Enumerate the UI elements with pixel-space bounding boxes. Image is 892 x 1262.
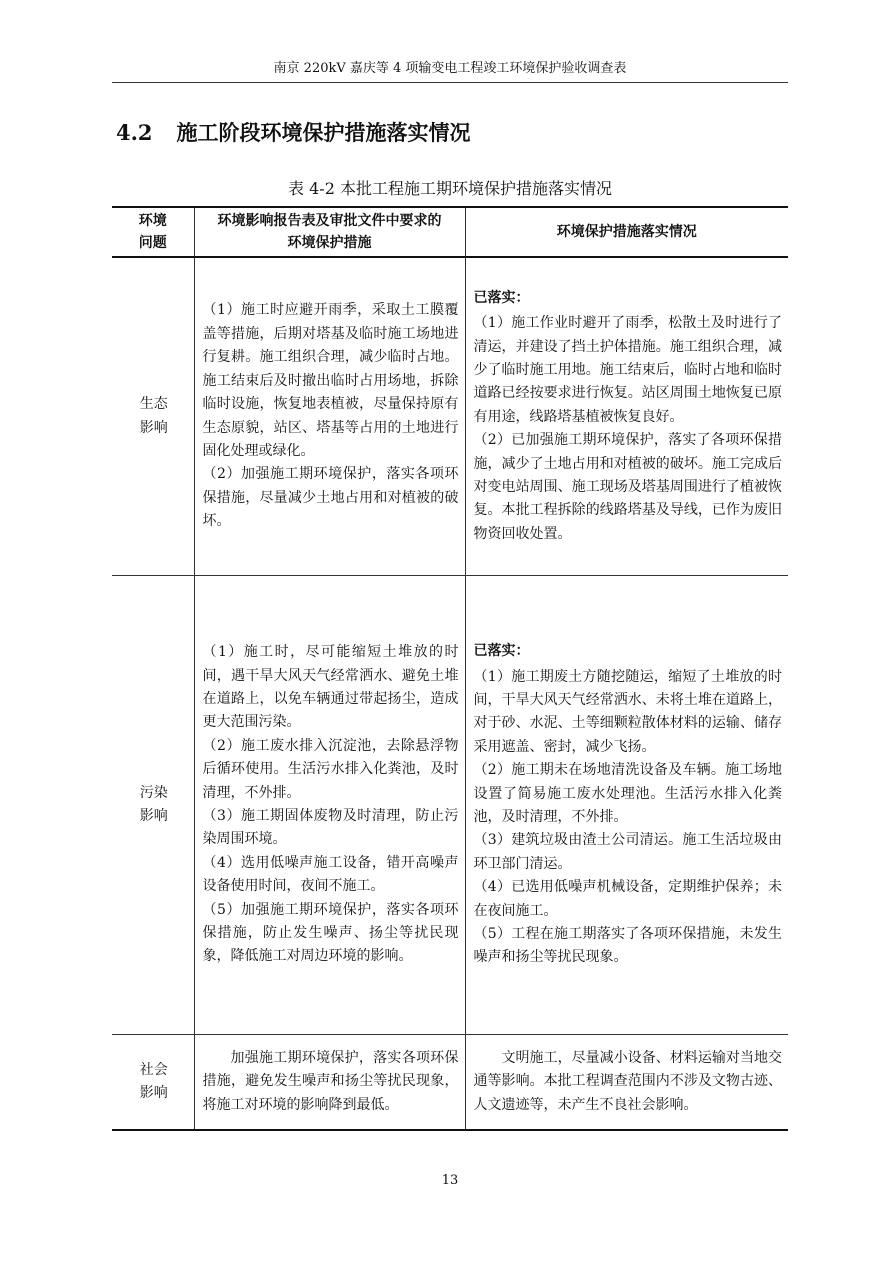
implementation-cell [465, 1035, 788, 1131]
requirement-item: （4）选用低噪声施工设备，错开高噪声设备使用时间，夜间不施工。 [202, 854, 459, 895]
category-line2: 影响 [139, 419, 168, 436]
table-caption: 表 4-2 本批工程施工期环境保护措施落实情况 [288, 179, 612, 198]
header-rule [112, 82, 788, 83]
implementation-item: （1）施工期废土方随挖随运，缩短了土堆放的时间，干旱大风天气经常洒水、未将土堆在道路上，对于砂、水泥、土等细颗粒散体材料的运输、储存采用遮盖、密封，减少飞扬。 [473, 668, 782, 755]
category-line1: 生态 [139, 396, 168, 413]
requirement-item: （2）施工废水排入沉淀池，去除悬浮物后循环使用。生活污水排入化粪池，及时清理，不外排。 [202, 737, 459, 801]
section-heading [116, 118, 471, 148]
implementation-cell [465, 257, 788, 576]
requirement-item: （1）施工时，尽可能缩短土堆放的时间，遇干旱大风天气经常洒水、避免土堆在道路上，以免车辆通过带起扬尘，造成更大范围污染。 [202, 644, 459, 731]
section-title: 施工阶段环境保护措施落实情况 [176, 120, 471, 145]
header-required-measures [194, 207, 465, 257]
page-header: 南京 220kV 嘉庆等 4 项输变电工程竣工环境保护验收调查表 [273, 61, 627, 76]
requirements-cell [194, 1035, 465, 1131]
header-implementation: 环境保护措施落实情况 [465, 207, 788, 257]
header-col1-line1: 环境 [138, 213, 167, 229]
category-line2: 影响 [139, 1085, 168, 1101]
header-environment-issue [112, 207, 194, 257]
header-col2-line2: 环境保护措施 [287, 235, 372, 251]
category-cell [112, 1035, 194, 1131]
table-row-social [112, 1035, 788, 1131]
requirement-item: （5）加强施工期环境保护，落实各项环保措施，防止发生噪声、扬尘等扰民现象，降低施工对周边环境的影响。 [202, 901, 459, 965]
implementation-item: （3）建筑垃圾由渣土公司清运。施工生活垃圾由环卫部门清运。 [473, 832, 782, 872]
implementation-item: 文明施工，尽量减小设备、材料运输对当地交通等影响。本批工程调查范围内不涉及文物古迹、人文遗迹等，未产生不良社会影响。 [473, 1049, 782, 1113]
implementation-item: （5）工程在施工期落实了各项环保措施，未发生噪声和扬尘等扰民现象。 [473, 926, 782, 966]
section-number: 4.2 [116, 120, 153, 145]
header-col2-line1: 环境影响报告表及审批文件中要求的 [217, 213, 442, 229]
table-header-row [112, 207, 788, 257]
table-row-pollution [112, 576, 788, 1035]
requirement-item: （3）施工期固体废物及时清理，防止污染周围环境。 [202, 808, 459, 848]
status-label: 已落实： [473, 643, 530, 660]
table-header [112, 207, 788, 257]
requirement-item: （2）加强施工期环境保护，落实各项环保措施，尽量减少土地占用和对植被的破坏。 [202, 466, 459, 530]
status-label: 已落实： [473, 289, 530, 306]
implementation-item: （2）已加强施工期环境保护，落实了各项环保措施，减少了土地占用和对植被的破坏。施工完成后对变电站周围、施工现场及塔基周围进行了植被恢复。本批工程拆除的线路塔基及导线，已作为废旧物资回收处置。 [473, 432, 782, 542]
requirements-cell [194, 257, 465, 576]
category-cell [112, 257, 194, 576]
header-col1-line2: 问题 [138, 235, 167, 251]
requirements-cell [194, 576, 465, 1035]
requirement-item: 加强施工期环境保护，落实各项环保措施，避免发生噪声和扬尘等扰民现象，将施工对环境的影响降到最低。 [202, 1049, 459, 1113]
implementation-item: （2）施工期未在场地清洗设备及车辆。施工场地设置了简易施工废水处理池。生活污水排入化粪池，及时清理，不外排。 [473, 762, 782, 825]
page-number: 13 [441, 1173, 459, 1188]
table-row-ecological [112, 257, 788, 576]
measures-table [112, 206, 788, 1131]
requirement-item: （1）施工时应避开雨季，采取土工膜覆盖等措施，后期对塔基及临时施工场地进行复耕。施工组织合理，减少临时占地。施工结束后及时撤出临时占用场地，拆除临时设施，恢复地表植被，尽量保持原有生态原貌，站区、塔基等占用的土地进行固化处理或绿化。 [202, 302, 459, 459]
implementation-cell [465, 576, 788, 1035]
category-line2: 影响 [139, 808, 168, 824]
implementation-item: （4）已选用低噪声机械设备，定期维护保养；未在夜间施工。 [473, 879, 782, 919]
category-line1: 污染 [139, 784, 168, 801]
category-line1: 社会 [139, 1061, 168, 1078]
category-cell [112, 576, 194, 1035]
implementation-item: （1）施工作业时避开了雨季，松散土及时进行了清运，并建设了挡土护体措施。施工组织合理，减少了临时施工用地。施工结束后，临时占地和临时道路已经按要求进行恢复。站区周围土地恢复已原有用途，线路塔基植被恢复良好。 [473, 315, 782, 425]
